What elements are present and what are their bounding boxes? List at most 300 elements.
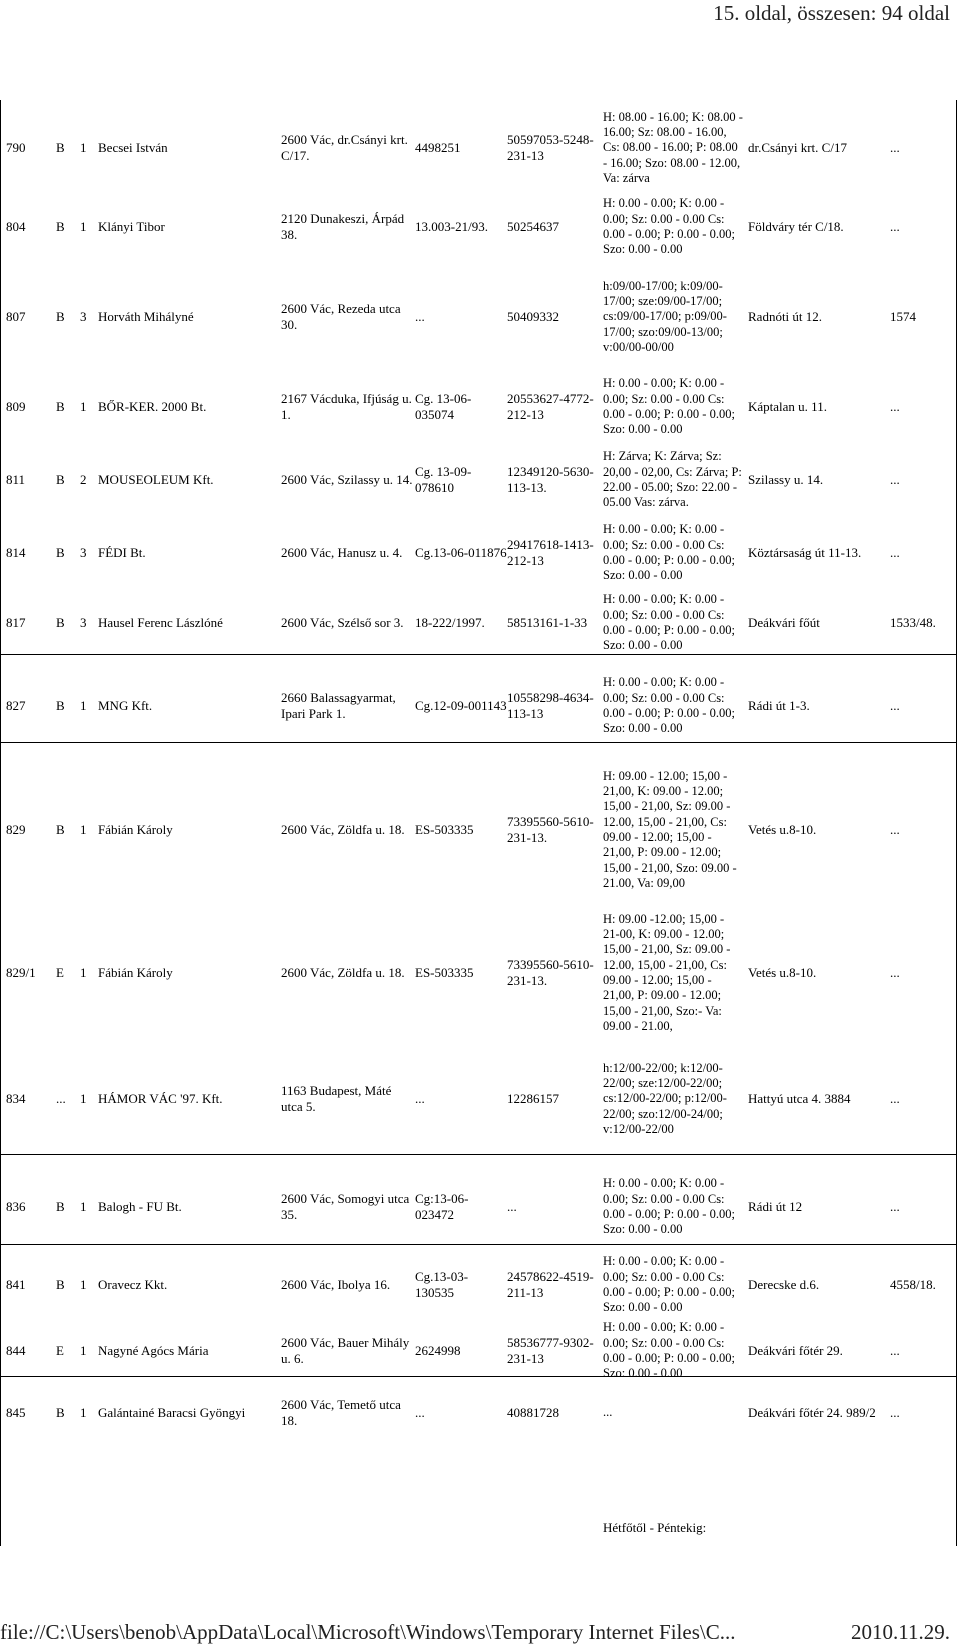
record-tax-number-text: 50597053-5248-231-13 [507, 132, 594, 163]
record-opening-hours-text: H: 08.00 - 16.00; K: 08.00 - 16.00; Sz: 08.00 - 16.00, Cs: 08.00 - 16.00; P: 08.00 - 16.00; Szo: 08.00 - 12.00, Va: zárva [603, 109, 743, 185]
record-tax-number [507, 1252, 599, 1318]
record-registration [415, 196, 507, 258]
record-category [80, 750, 96, 910]
record-registration-text: ES-503335 [415, 822, 474, 837]
record-tax-number-text: 73395560-5610-231-13. [507, 814, 594, 845]
record-address [281, 100, 413, 196]
record-type [56, 438, 80, 522]
record-location-text: Radnóti út 12. [748, 309, 823, 324]
record-name [98, 1252, 278, 1318]
record-number-text: 809 [6, 399, 26, 414]
record-name-text: MNG Kft. [98, 698, 153, 713]
record-location [748, 750, 886, 910]
record-name [98, 584, 278, 662]
record-extra-text: ... [890, 1199, 900, 1214]
record-type-text: B [56, 1405, 65, 1420]
record-opening-hours [603, 1162, 743, 1252]
record-location-text: Köztársaság út 11-13. [748, 545, 862, 560]
record-category [80, 376, 96, 438]
record-location-text: Deákvári főút [748, 615, 820, 630]
record-opening-hours-text: h:09/00-17/00; k:09/00-17/00; sze:09/00-17/00; cs:09/00-17/00; p:09/00-17/00; szo:09/00-13/00; v:00/00-00/00 [603, 278, 727, 354]
record-location [748, 258, 886, 376]
record-category-text: 1 [80, 698, 87, 713]
record-category-text: 3 [80, 309, 87, 324]
record-extra [890, 1318, 956, 1384]
record-registration-text: Cg:13-06-023472 [415, 1191, 469, 1222]
record-category [80, 1318, 96, 1384]
record-number-text: 844 [6, 1343, 26, 1358]
record-number-text: 807 [6, 309, 26, 324]
record-opening-hours [603, 910, 743, 1036]
record-address-text: 2600 Vác, Zöldfa u. 18. [281, 822, 405, 837]
record-address [281, 1036, 413, 1162]
record-extra [890, 662, 956, 750]
record-category [80, 100, 96, 196]
record-location-text: Szilassy u. 14. [748, 472, 824, 487]
record-number-text: 817 [6, 615, 26, 630]
record-extra-text: ... [890, 399, 900, 414]
record-type [56, 196, 80, 258]
record-name-text: MOUSEOLEUM Kft. [98, 472, 214, 487]
record-address [281, 584, 413, 662]
record-tax-number [507, 662, 599, 750]
record-extra-text: ... [890, 472, 900, 487]
record-type-text: ... [56, 1091, 66, 1106]
record-extra-text: 1574 [890, 309, 916, 324]
record-tax-number-text: 58536777-9302-231-13 [507, 1335, 594, 1366]
record-category-text: 1 [80, 1343, 87, 1358]
record-address [281, 258, 413, 376]
record-type [56, 376, 80, 438]
record-extra [890, 584, 956, 662]
record-tax-number-text: 50254637 [507, 219, 559, 234]
record-opening-hours-text: H: 0.00 - 0.00; K: 0.00 - 0.00; Sz: 0.00 - 0.00 Cs: 0.00 - 0.00; P: 0.00 - 0.00; Szo: 0.00 - 0.00 [603, 196, 735, 257]
record-location-text: Deákvári főtér 29. [748, 1343, 843, 1358]
record-address [281, 750, 413, 910]
record-opening-hours [603, 1036, 743, 1162]
record-location-text: Vetés u.8-10. [748, 822, 817, 837]
record-location-text: Vetés u.8-10. [748, 965, 817, 980]
record-address [281, 1318, 413, 1384]
record-extra [890, 438, 956, 522]
record-tax-number-text: 50409332 [507, 309, 559, 324]
record-registration-text: ES-503335 [415, 965, 474, 980]
record-type-text: B [56, 309, 65, 324]
record-extra [890, 196, 956, 258]
record-opening-hours [603, 438, 743, 522]
record-extra-text: 4558/18. [890, 1277, 936, 1292]
record-type-text: B [56, 399, 65, 414]
record-registration [415, 522, 507, 584]
record-opening-hours-text: H: 0.00 - 0.00; K: 0.00 - 0.00; Sz: 0.00 - 0.00 Cs: 0.00 - 0.00; P: 0.00 - 0.00; Szo: 0.00 - 0.00 [603, 592, 735, 653]
record-tax-number [507, 100, 599, 196]
record-extra-text: ... [890, 822, 900, 837]
record-category-text: 1 [80, 822, 87, 837]
table-row [0, 376, 957, 438]
record-registration-text: 2624998 [415, 1343, 461, 1358]
record-category [80, 662, 96, 750]
record-tax-number [507, 196, 599, 258]
record-opening-hours-text: ... [603, 1405, 613, 1420]
record-registration-text: 4498251 [415, 140, 461, 155]
record-type-text: B [56, 1199, 65, 1214]
record-location [748, 910, 886, 1036]
record-address-text: 2600 Vác, Ibolya 16. [281, 1277, 391, 1292]
record-address [281, 196, 413, 258]
record-number-text: 811 [6, 472, 26, 487]
record-location [748, 584, 886, 662]
record-registration [415, 662, 507, 750]
table-row [0, 100, 957, 196]
record-name-text: Becsei István [98, 140, 168, 155]
record-location [748, 1252, 886, 1318]
record-location [748, 438, 886, 522]
record-category-text: 1 [80, 1405, 87, 1420]
record-category-text: 2 [80, 472, 87, 487]
record-address [281, 1162, 413, 1252]
record-extra-text: ... [890, 1091, 900, 1106]
record-number [6, 258, 56, 376]
record-name [98, 522, 278, 584]
record-location-text: Derecske d.6. [748, 1277, 820, 1292]
record-extra-text: ... [890, 545, 900, 560]
record-number [6, 1318, 56, 1384]
record-registration [415, 438, 507, 522]
record-location [748, 100, 886, 196]
record-type [56, 1252, 80, 1318]
record-number-text: 834 [6, 1091, 26, 1106]
record-location-text: dr.Csányi krt. C/17 [748, 140, 847, 155]
record-opening-hours [603, 258, 743, 376]
record-extra [890, 100, 956, 196]
record-tax-number [507, 1162, 599, 1252]
record-extra [890, 1252, 956, 1318]
record-address [281, 662, 413, 750]
record-location-text: Rádi út 1-3. [748, 698, 810, 713]
footer-date: 2010.11.29. [851, 1620, 950, 1644]
table-row [0, 584, 957, 662]
record-name [98, 196, 278, 258]
record-category-text: 1 [80, 965, 87, 980]
record-category-text: 1 [80, 399, 87, 414]
table-row [0, 522, 957, 584]
record-location-text: Káptalan u. 11. [748, 399, 827, 414]
record-category [80, 258, 96, 376]
record-address-text: 2600 Vác, Temető utca 18. [281, 1397, 401, 1428]
footer-file-path: file://C:\Users\benob\AppData\Local\Microsoft\Windows\Temporary Internet Files\C... [0, 1620, 736, 1644]
record-number-text: 836 [6, 1199, 26, 1214]
record-opening-hours-text: H: 0.00 - 0.00; K: 0.00 - 0.00; Sz: 0.00 - 0.00 Cs: 0.00 - 0.00; P: 0.00 - 0.00; Szo: 0.00 - 0.00 [603, 1320, 735, 1381]
record-number-text: 804 [6, 219, 26, 234]
record-tax-number [507, 438, 599, 522]
record-location [748, 1162, 886, 1252]
record-number-text: 829/1 [6, 965, 36, 980]
record-name [98, 258, 278, 376]
row-separator [0, 1376, 957, 1377]
record-opening-hours [603, 196, 743, 258]
record-address-text: 1163 Budapest, Máté utca 5. [281, 1083, 392, 1114]
record-opening-hours-text: H: 0.00 - 0.00; K: 0.00 - 0.00; Sz: 0.00 - 0.00 Cs: 0.00 - 0.00; P: 0.00 - 0.00; Szo: 0.00 - 0.00 [603, 675, 735, 736]
record-extra [890, 750, 956, 910]
record-tax-number [507, 750, 599, 910]
record-extra-text: ... [890, 140, 900, 155]
record-location [748, 1384, 886, 1442]
record-location [748, 1318, 886, 1384]
record-tax-number [507, 1318, 599, 1384]
record-opening-hours [603, 584, 743, 662]
record-registration-text: ... [415, 309, 425, 324]
record-opening-hours-text: H: 0.00 - 0.00; K: 0.00 - 0.00; Sz: 0.00 - 0.00 Cs: 0.00 - 0.00; P: 0.00 - 0.00; Szo: 0.00 - 0.00 [603, 1254, 735, 1315]
record-registration-text: Cg. 13-06-035074 [415, 391, 472, 422]
record-category [80, 522, 96, 584]
hours-footer-label: Hétfőtől - Péntekig: [603, 1520, 707, 1535]
record-category-text: 1 [80, 1091, 87, 1106]
record-category-text: 1 [80, 1199, 87, 1214]
record-name [98, 1384, 278, 1442]
table-row [0, 1036, 957, 1162]
record-registration [415, 1384, 507, 1442]
record-name-text: HÁMOR VÁC '97. Kft. [98, 1091, 223, 1106]
record-type-text: B [56, 822, 65, 837]
record-address [281, 522, 413, 584]
record-name-text: Horváth Mihályné [98, 309, 194, 324]
record-address-text: 2167 Vácduka, Ifjúság u. 1. [281, 391, 412, 422]
record-name-text: Fábián Károly [98, 965, 173, 980]
record-registration [415, 910, 507, 1036]
record-tax-number [507, 376, 599, 438]
record-tax-number-text: 29417618-1413-212-13 [507, 537, 594, 568]
record-tax-number [507, 522, 599, 584]
record-address-text: 2600 Vác, Rezeda utca 30. [281, 301, 401, 332]
record-location-text: Hattyú utca 4. 3884 [748, 1091, 851, 1106]
record-opening-hours [603, 522, 743, 584]
record-address-text: 2600 Vác, Szilassy u. 14. [281, 472, 413, 487]
record-category-text: 3 [80, 615, 87, 630]
record-number [6, 910, 56, 1036]
record-location [748, 1036, 886, 1162]
record-registration [415, 1252, 507, 1318]
record-registration-text: 13.003-21/93. [415, 219, 488, 234]
table-row [0, 1384, 957, 1442]
table-row [0, 1162, 957, 1252]
record-extra [890, 1384, 956, 1442]
record-tax-number-text: ... [507, 1199, 517, 1214]
record-opening-hours-text: h:12/00-22/00; k:12/00-22/00; sze:12/00-22/00; cs:12/00-22/00; p:12/00-22/00; szo:12/00-24/00; v:12/00-22/00 [603, 1060, 727, 1136]
record-name-text: BŐR-KER. 2000 Bt. [98, 399, 207, 414]
record-location-text: Földváry tér C/18. [748, 219, 844, 234]
record-tax-number-text: 58513161-1-33 [507, 615, 588, 630]
record-registration-text: Cg.13-06-011876 [415, 545, 507, 560]
record-name [98, 438, 278, 522]
record-address-text: 2120 Dunakeszi, Árpád 38. [281, 211, 405, 242]
record-type-text: B [56, 545, 65, 560]
record-name [98, 100, 278, 196]
record-tax-number [507, 1036, 599, 1162]
record-number-text: 829 [6, 822, 26, 837]
record-number [6, 438, 56, 522]
record-type [56, 100, 80, 196]
record-opening-hours-text: H: 09.00 -12.00; 15,00 - 21-00, K: 09.00 - 12.00; 15,00 - 21,00, Sz: 09.00 - 12.00, 15,00 - 21,00, Cs: 09.00 - 12.00; 15,00 - 21,00, P: 09.00 - 12.00; 15,00 - 21,00, Szo:- Va: 09.00 - 21.00, [603, 911, 731, 1033]
table-row [0, 258, 957, 376]
record-name [98, 1318, 278, 1384]
record-type [56, 662, 80, 750]
record-name-text: Oravecz Kkt. [98, 1277, 168, 1292]
record-number [6, 522, 56, 584]
record-address-text: 2600 Vác, Zöldfa u. 18. [281, 965, 405, 980]
record-name-text: Klányi Tibor [98, 219, 165, 234]
record-tax-number-text: 20553627-4772-212-13 [507, 391, 594, 422]
record-type-text: B [56, 615, 65, 630]
record-name [98, 1036, 278, 1162]
table-row [0, 1252, 957, 1318]
record-tax-number [507, 258, 599, 376]
record-extra [890, 522, 956, 584]
record-category [80, 438, 96, 522]
record-tax-number-text: 12349120-5630-113-13. [507, 464, 594, 495]
record-extra-text: ... [890, 1343, 900, 1358]
record-number-text: 814 [6, 545, 26, 560]
record-tax-number [507, 910, 599, 1036]
record-type [56, 522, 80, 584]
record-address [281, 1384, 413, 1442]
record-tax-number-text: 24578622-4519-211-13 [507, 1269, 594, 1300]
record-category [80, 1252, 96, 1318]
record-opening-hours [603, 750, 743, 910]
record-tax-number-text: 40881728 [507, 1405, 559, 1420]
record-category [80, 1036, 96, 1162]
record-type-text: B [56, 140, 65, 155]
record-number [6, 662, 56, 750]
record-address-text: 2600 Vác, Szélső sor 3. [281, 615, 404, 630]
record-registration [415, 750, 507, 910]
record-name-text: FÉDI Bt. [98, 545, 146, 560]
record-category [80, 1384, 96, 1442]
record-registration [415, 584, 507, 662]
record-address-text: 2600 Vác, Bauer Mihály u. 6. [281, 1335, 410, 1366]
record-address [281, 1252, 413, 1318]
record-extra-text: ... [890, 698, 900, 713]
record-category-text: 3 [80, 545, 87, 560]
record-address-text: 2600 Vác, dr.Csányi krt. C/17. [281, 132, 408, 163]
record-address-text: 2660 Balassagyarmat, Ipari Park 1. [281, 690, 396, 721]
record-location [748, 196, 886, 258]
record-address [281, 376, 413, 438]
record-registration [415, 376, 507, 438]
record-number [6, 1036, 56, 1162]
record-type [56, 1036, 80, 1162]
record-name [98, 376, 278, 438]
record-opening-hours [603, 662, 743, 750]
record-type-text: B [56, 698, 65, 713]
record-registration-text: Cg. 13-09-078610 [415, 464, 472, 495]
record-number [6, 376, 56, 438]
record-category-text: 1 [80, 219, 87, 234]
row-separator [0, 1154, 957, 1155]
record-name [98, 750, 278, 910]
record-type [56, 910, 80, 1036]
record-type-text: B [56, 472, 65, 487]
record-type [56, 584, 80, 662]
record-location [748, 662, 886, 750]
record-tax-number-text: 73395560-5610-231-13. [507, 957, 594, 988]
record-opening-hours-text: H: 0.00 - 0.00; K: 0.00 - 0.00; Sz: 0.00 - 0.00 Cs: 0.00 - 0.00; P: 0.00 - 0.00; Szo: 0.00 - 0.00 [603, 522, 735, 583]
record-registration [415, 1162, 507, 1252]
record-registration-text: 18-222/1997. [415, 615, 485, 630]
record-type-text: E [56, 965, 64, 980]
record-location-text: Deákvári főtér 24. 989/2 [748, 1405, 876, 1420]
record-registration-text: ... [415, 1091, 425, 1106]
record-extra [890, 376, 956, 438]
record-category [80, 910, 96, 1036]
record-type-text: B [56, 219, 65, 234]
record-type-text: B [56, 1277, 65, 1292]
record-type [56, 1384, 80, 1442]
record-number-text: 827 [6, 698, 26, 713]
record-type-text: E [56, 1343, 64, 1358]
record-address [281, 910, 413, 1036]
record-number [6, 1384, 56, 1442]
record-number [6, 1252, 56, 1318]
record-location [748, 522, 886, 584]
record-category-text: 1 [80, 140, 87, 155]
record-name-text: Nagyné Agócs Mária [98, 1343, 209, 1358]
record-category-text: 1 [80, 1277, 87, 1292]
record-registration [415, 258, 507, 376]
record-name [98, 910, 278, 1036]
record-opening-hours-text: H: 09.00 - 12.00; 15,00 - 21,00, K: 09.00 - 12.00; 15,00 - 21,00, Sz: 09.00 - 12.00, 15,00 - 21,00, Cs: 09.00 - 12.00; 15,00 - 21,00, P: 09.00 - 12.00; 15,00 - 21,00, Szo: 09.00 - 21.00, Va: 09,00 [603, 768, 737, 890]
record-type [56, 258, 80, 376]
record-number [6, 1162, 56, 1252]
record-opening-hours-text: H: Zárva; K: Zárva; Sz: 20,00 - 02,00, Cs: Zárva; P: 22.00 - 05.00; Szo: 22.00 - 05.00 Vas: zárva. [603, 449, 742, 510]
record-registration [415, 100, 507, 196]
record-address-text: 2600 Vác, Somogyi utca 35. [281, 1191, 410, 1222]
record-extra-text: ... [890, 219, 900, 234]
record-extra [890, 1036, 956, 1162]
table-row [0, 196, 957, 258]
table-row [0, 910, 957, 1036]
record-extra-text: ... [890, 1405, 900, 1420]
record-registration-text: ... [415, 1405, 425, 1420]
record-opening-hours [603, 1318, 743, 1384]
record-tax-number [507, 1384, 599, 1442]
record-opening-hours [603, 1384, 743, 1442]
row-separator [0, 1244, 957, 1245]
page-header: 15. oldal, összesen: 94 oldal [713, 1, 950, 25]
record-registration-text: Cg.13-03-130535 [415, 1269, 469, 1300]
record-tax-number [507, 584, 599, 662]
record-name [98, 1162, 278, 1252]
row-separator [0, 654, 957, 655]
record-category [80, 1162, 96, 1252]
record-location [748, 376, 886, 438]
table-row [0, 750, 957, 910]
record-number [6, 100, 56, 196]
record-number-text: 845 [6, 1405, 26, 1420]
record-address [281, 438, 413, 522]
record-number-text: 790 [6, 140, 26, 155]
record-type [56, 750, 80, 910]
record-name-text: Balogh - FU Bt. [98, 1199, 182, 1214]
record-name-text: Hausel Ferenc Lászlóné [98, 615, 223, 630]
record-opening-hours-text: H: 0.00 - 0.00; K: 0.00 - 0.00; Sz: 0.00 - 0.00 Cs: 0.00 - 0.00; P: 0.00 - 0.00; Szo: 0.00 - 0.00 [603, 1176, 735, 1237]
record-number [6, 196, 56, 258]
record-registration [415, 1318, 507, 1384]
record-extra [890, 910, 956, 1036]
record-type [56, 1318, 80, 1384]
record-location-text: Rádi út 12 [748, 1199, 803, 1214]
record-opening-hours-text: H: 0.00 - 0.00; K: 0.00 - 0.00; Sz: 0.00 - 0.00 Cs: 0.00 - 0.00; P: 0.00 - 0.00; Szo: 0.00 - 0.00 [603, 376, 735, 437]
row-separator [0, 742, 957, 743]
